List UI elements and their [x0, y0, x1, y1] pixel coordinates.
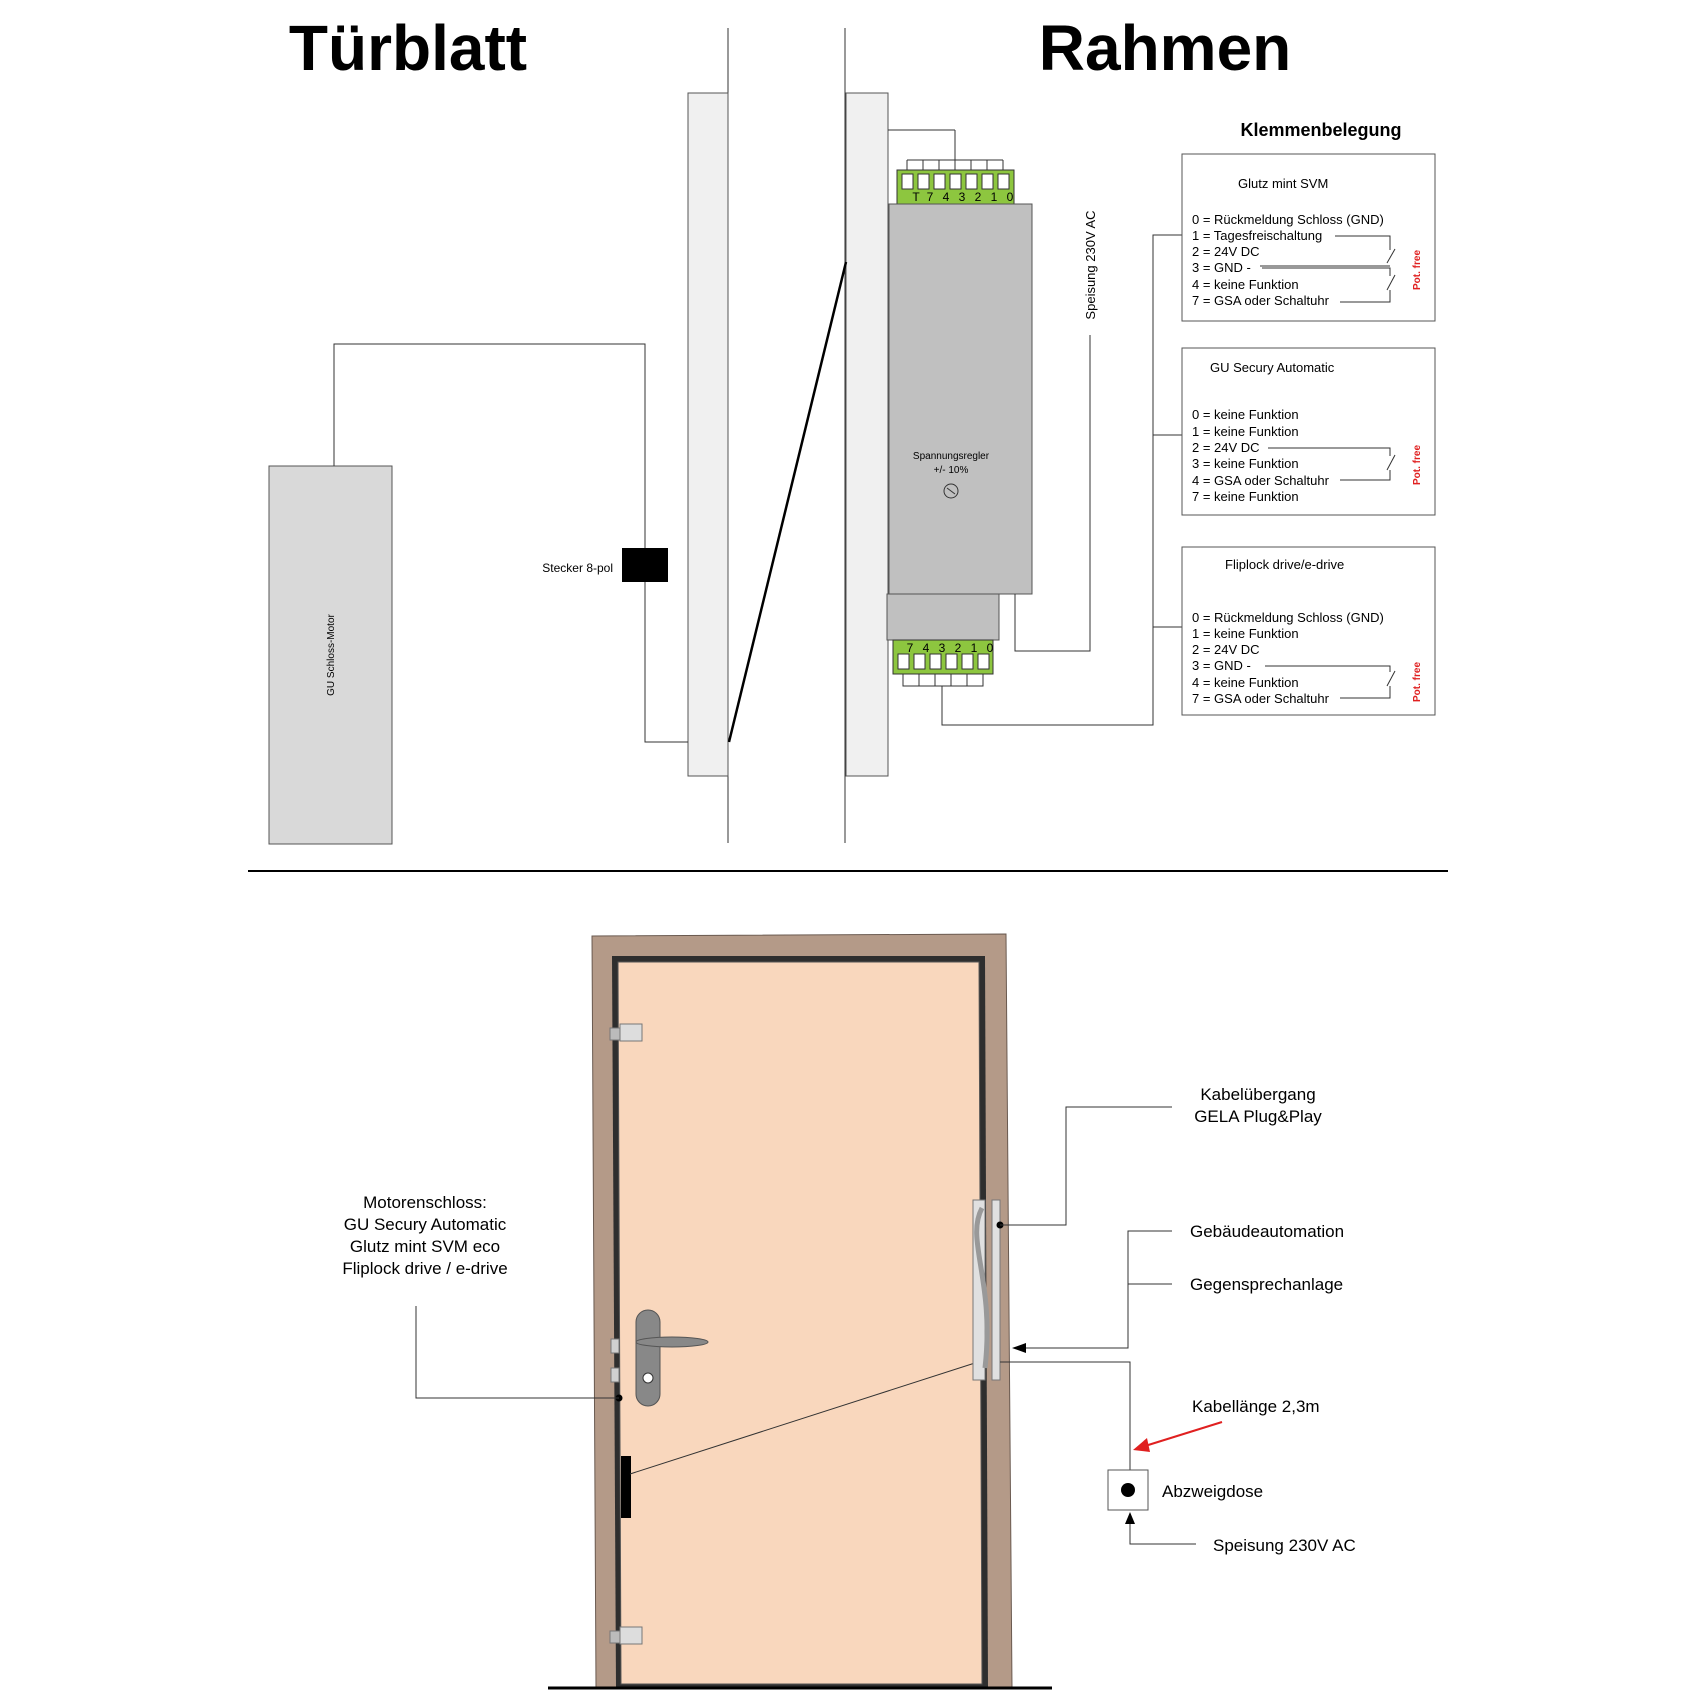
arrow-up-icon: [1125, 1512, 1135, 1524]
title-door-leaf: Türblatt: [288, 12, 528, 84]
svg-text:1: 1: [970, 641, 978, 655]
red-arrow-head-icon: [1133, 1438, 1150, 1452]
svg-text:4: 4: [942, 190, 950, 204]
cable-transfer-leader: [1000, 1107, 1172, 1225]
voltage-regulator: [889, 204, 1032, 594]
cable-to-junction: [1000, 1362, 1130, 1470]
junction-box-label: Abzweigdose: [1162, 1482, 1264, 1501]
svg-text:Fliplock drive / e-drive: Fliplock drive / e-drive: [342, 1259, 508, 1278]
keyhole-icon: [643, 1373, 653, 1383]
terminal-top-wires: [888, 130, 1003, 170]
svg-text:7 = keine Funktion: 7 = keine Funktion: [1192, 489, 1299, 504]
door-leaf-profile: [688, 93, 728, 776]
svg-text:2 = 24V DC: 2 = 24V DC: [1192, 244, 1260, 259]
title-frame: Rahmen: [1038, 12, 1292, 84]
cable-length-label: Kabellänge 2,3m: [1192, 1397, 1320, 1416]
terminal-assignment-heading: Klemmenbelegung: [1240, 120, 1402, 140]
svg-text:GELA Plug&Play: GELA Plug&Play: [1194, 1107, 1322, 1126]
svg-text:3 = GND -: 3 = GND -: [1192, 658, 1251, 673]
svg-text:GU Secury Automatic: GU Secury Automatic: [343, 1215, 507, 1234]
svg-text:3 = GND -: 3 = GND -: [1192, 260, 1251, 275]
door-handle-lever: [636, 1337, 708, 1347]
svg-text:3: 3: [938, 641, 946, 655]
frame-profile: [846, 93, 888, 776]
door-handle-plate: [636, 1310, 660, 1406]
svg-text:2 = 24V DC: 2 = 24V DC: [1192, 642, 1260, 657]
plug-label: Stecker 8-pol: [542, 561, 613, 575]
svg-text:7 = GSA oder Schaltuhr: 7 = GSA oder Schaltuhr: [1192, 293, 1329, 308]
svg-text:3 = keine Funktion: 3 = keine Funktion: [1192, 456, 1299, 471]
supply-label: Speisung 230V AC: [1213, 1536, 1356, 1555]
intercom-label: Gegensprechanlage: [1190, 1275, 1344, 1294]
motor-lock-bar: [621, 1456, 631, 1518]
automation-leader: [1020, 1231, 1172, 1348]
red-arrow: [1145, 1422, 1222, 1446]
regulator-label-1: Spannungsregler: [912, 451, 990, 462]
terminal-top-slots: [902, 174, 1009, 189]
junction-box-dot-icon: [1121, 1483, 1135, 1497]
svg-text:Glutz mint SVM eco: Glutz mint SVM eco: [349, 1237, 501, 1256]
svg-text:Motorenschloss:: Motorenschloss:: [363, 1193, 487, 1212]
svg-text:7 = GSA oder Schaltuhr: 7 = GSA oder Schaltuhr: [1192, 691, 1329, 706]
terminal-box-title: GU Secury Automatic: [1210, 360, 1335, 375]
terminal-box-title: Fliplock drive/e-drive: [1225, 557, 1345, 572]
pot-free-label: Pot. free: [1412, 249, 1423, 291]
svg-text:4 = keine Funktion: 4 = keine Funktion: [1192, 277, 1299, 292]
svg-text:4 = GSA oder Schaltuhr: 4 = GSA oder Schaltuhr: [1192, 473, 1329, 488]
regulator-base: [887, 594, 999, 640]
svg-text:0: 0: [986, 641, 994, 655]
cable-transfer-label: [1194, 1085, 1322, 1126]
motor-lock-leader: [416, 1306, 619, 1398]
supply-leader: [1130, 1522, 1196, 1544]
svg-text:4: 4: [922, 641, 930, 655]
svg-text:Kabelübergang: Kabelübergang: [1200, 1085, 1316, 1104]
svg-text:1 = keine Funktion: 1 = keine Funktion: [1192, 424, 1299, 439]
svg-text:2: 2: [974, 190, 982, 204]
svg-text:3: 3: [958, 190, 966, 204]
pot-free-label: Pot. free: [1412, 661, 1423, 703]
svg-text:2: 2: [954, 641, 962, 655]
svg-text:1 = keine Funktion: 1 = keine Funktion: [1192, 626, 1299, 641]
door-leaf: [618, 962, 982, 1684]
svg-text:2 = 24V DC: 2 = 24V DC: [1192, 440, 1260, 455]
transfer-cable: [729, 262, 846, 742]
terminal-box-title: Glutz mint SVM: [1238, 176, 1329, 191]
building-automation-label: Gebäudeautomation: [1190, 1222, 1345, 1241]
svg-text:4 = keine Funktion: 4 = keine Funktion: [1192, 675, 1299, 690]
svg-text:0 = keine Funktion: 0 = keine Funktion: [1192, 407, 1299, 422]
svg-text:1 = Tagesfreischaltung: 1 = Tagesfreischaltung: [1192, 228, 1323, 243]
svg-text:1: 1: [990, 190, 998, 204]
arrow-icon: [1012, 1343, 1026, 1353]
svg-text:T: T: [912, 190, 920, 204]
supply-vertical-label: Speisung 230V AC: [1083, 210, 1098, 320]
svg-text:7: 7: [926, 190, 934, 204]
pot-free-label: Pot. free: [1412, 444, 1423, 486]
regulator-label-2: +/- 10%: [933, 465, 969, 476]
lock-motor-label: GU Schloss-Motor: [326, 614, 337, 696]
svg-text:0 = Rückmeldung Schloss (GND): 0 = Rückmeldung Schloss (GND): [1192, 212, 1384, 227]
svg-text:0: 0: [1006, 190, 1014, 204]
plug-8-pole: [622, 548, 668, 582]
motor-lock-label: [342, 1193, 507, 1278]
svg-text:0 = Rückmeldung Schloss (GND): 0 = Rückmeldung Schloss (GND): [1192, 610, 1384, 625]
svg-text:7: 7: [906, 641, 914, 655]
